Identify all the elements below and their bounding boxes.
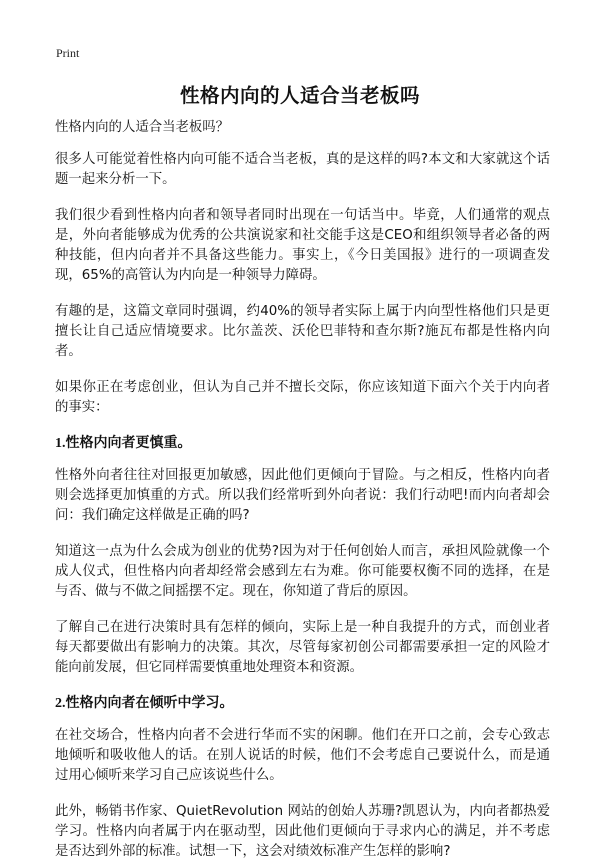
section-1-paragraph-2: 知道这一点为什么会成为创业的优势?因为对于任何创始人而言，承担风险就像一个成人仪式，但性格内向者却经常会感到左右为难。你可能要权衡不同的选择，在是与否、做与不做之间摇摆不定。现在，你知道了背后的原因。 <box>55 544 550 599</box>
article-title: 性格内向的人适合当老板吗 <box>179 84 420 107</box>
section-1-paragraph-1: 性格外向者往往对回报更加敏感，因此他们更倾向于冒险。与之相反，性格内向者则会选择更加慎重的方式。所以我们经常听到外向者说：我们行动吧!而内向者却会问：我们确定这样做是正确的吗? <box>55 468 550 523</box>
section-2-heading: 2.性格内向者在倾听中学习。 <box>55 696 234 711</box>
section-1-heading: 1.性格内向者更慎重。 <box>55 436 192 451</box>
intro-paragraph-3: 有趣的是，这篇文章同时强调，约40%的领导者实际上属于内向型性格他们只是更擅长让自己适应情境要求。比尔盖茨、沃伦巴菲特和查尔斯?施瓦布都是性格内向者。 <box>55 304 550 359</box>
intro-question: 性格内向的人适合当老板吗？ <box>55 120 230 135</box>
article-body <box>55 118 550 862</box>
print-link[interactable]: Print <box>56 46 80 60</box>
intro-paragraph-1: 很多人可能觉着性格内向可能不适合当老板，真的是这样的吗?本文和大家就这个话题一起来分析一下。 <box>55 152 550 187</box>
intro-paragraph-4: 如果你正在考虑创业，但认为自己并不擅长交际，你应该知道下面六个关于内向者的事实： <box>55 380 550 415</box>
intro-paragraph-2: 我们很少看到性格内向者和领导者同时出现在一句话当中。毕竟，人们通常的观点是，外向者能够成为优秀的公共演说家和社交能手这是CEO和组织领导者必备的两种技能，但内向者并不具备这些能力。事实上，《今日美国报》进行的一项调查发现，65%的高管认为内向是一种领导力障碍。 <box>55 208 550 283</box>
section-1-paragraph-3: 了解自己在进行决策时具有怎样的倾向，实际上是一种自我提升的方式，而创业者每天都要做出有影响力的决策。其次，尽管每家初创公司都需要承担一定的风险才能向前发展，但它同样需要慎重地处理资本和资源。 <box>55 620 550 675</box>
section-2-paragraph-1: 在社交场合，性格内向者不会进行华而不实的闲聊。他们在开口之前，会专心致志地倾听和吸收他人的话。在别人说话的时候，他们不会考虑自己要说什么，而是通过用心倾听来学习自己应该说些什么。 <box>55 728 550 783</box>
section-2-paragraph-2: 此外，畅销书作家、QuietRevolution 网站的创始人苏珊?凯恩认为，内向者都热爱学习。性格内向者属于内在驱动型，因此他们更倾向于寻求内心的满足，并不考虑是否达到外部的标准。试想一下，这会对绩效标准产生怎样的影响? <box>55 804 550 859</box>
